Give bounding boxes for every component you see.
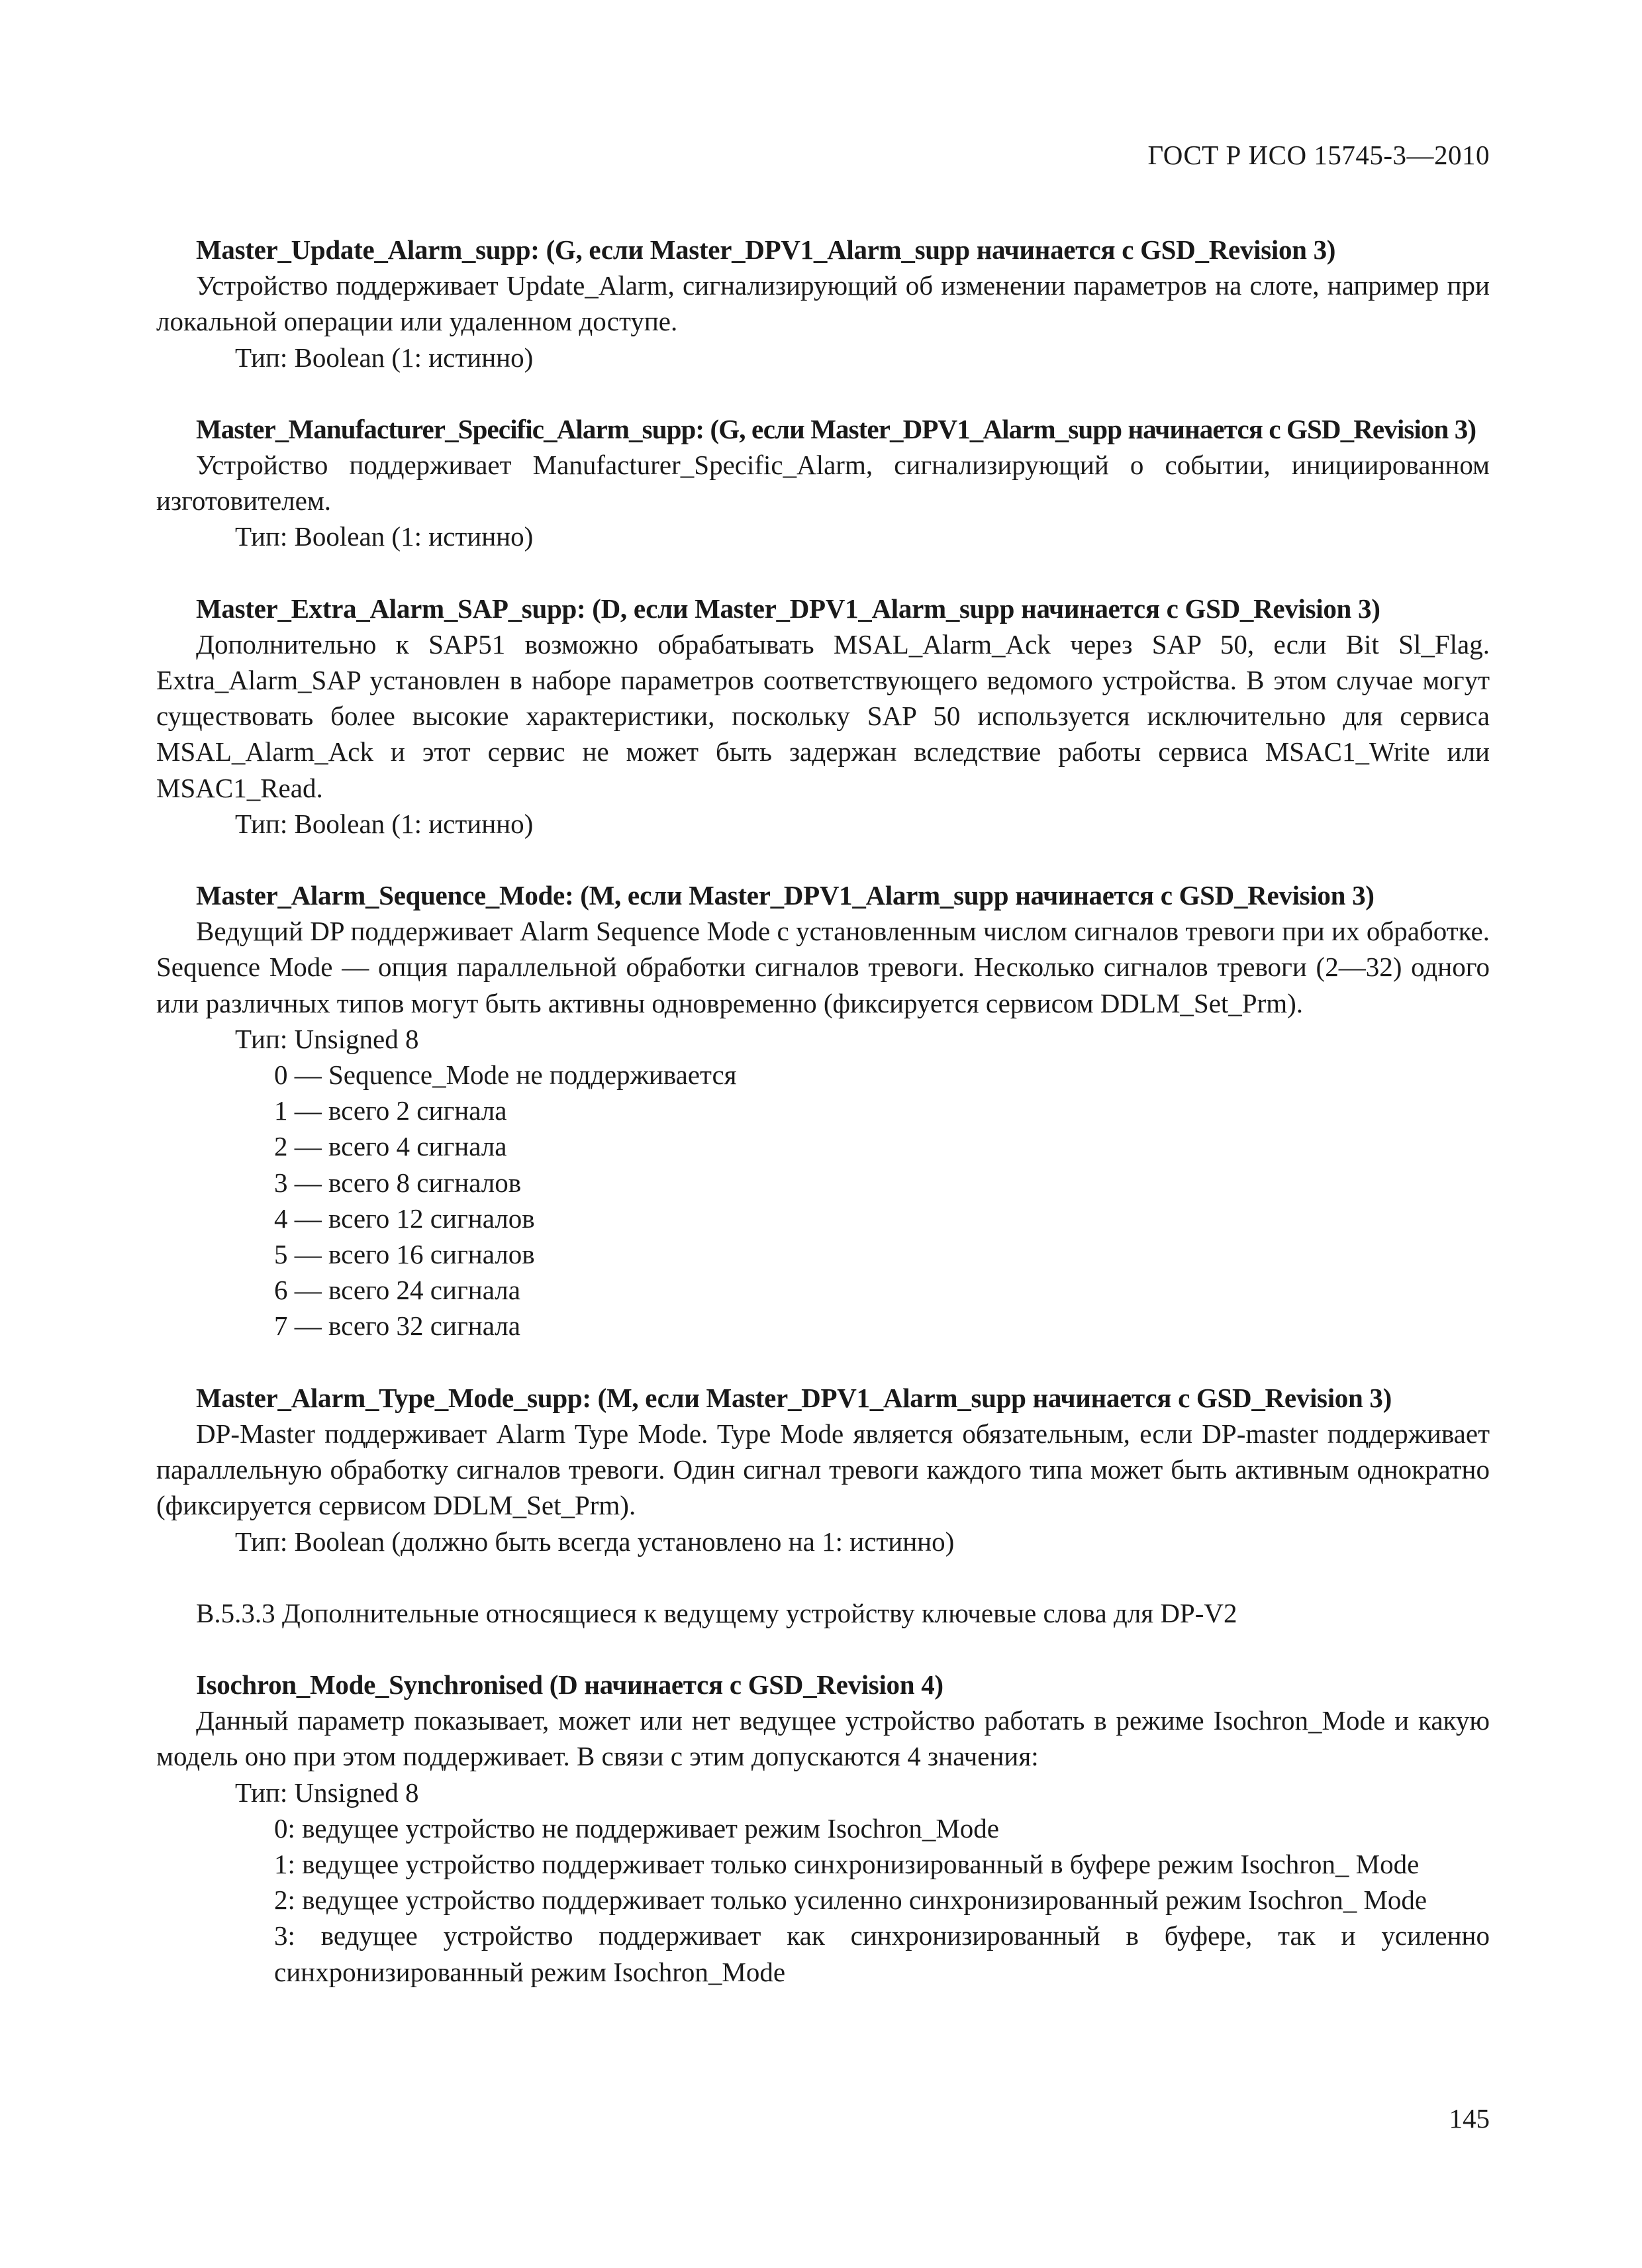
section-heading: Master_Manufacturer_Specific_Alarm_supp: (G, если Master_DPV1_Alarm_supp начинается с GSD_Revision 3) (196, 413, 1476, 444)
section-isochron-mode (156, 1667, 1490, 1990)
section-update-alarm (156, 232, 1490, 375)
section-alarm-type-mode (156, 1380, 1490, 1559)
type-line: Тип: Boolean (должно быть всегда установлено на 1: истинно) (235, 1526, 955, 1557)
section-alarm-sequence-mode (156, 877, 1490, 1344)
list-item: 4 — всего 12 сигналов (274, 1203, 535, 1234)
value-list (156, 1810, 1490, 1990)
list-item: 6 — всего 24 сигнала (274, 1275, 520, 1306)
type-line: Тип: Boolean (1: истинно) (235, 521, 534, 552)
list-item: 0: ведущее устройство не поддерживает режим Isochron_Mode (274, 1812, 999, 1844)
document-body (156, 232, 1490, 2026)
section-heading: Master_Update_Alarm_supp: (G, если Master_DPV1_Alarm_supp начинается с GSD_Revision 3) (196, 234, 1336, 265)
list-item: 0 — Sequence_Mode не поддерживается (274, 1060, 737, 1091)
type-line: Тип: Unsigned 8 (235, 1777, 419, 1808)
list-item: 3 — всего 8 сигналов (274, 1167, 522, 1198)
list-item: 1: ведущее устройство поддерживает только синхронизированный в буфере режим Isochron_ Mode (274, 1848, 1420, 1879)
section-text: Устройство поддерживает Update_Alarm, сигнализирующий об изменении параметров на слоте, например при локальной операции или удаленном доступе. (156, 270, 1490, 337)
type-line: Тип: Unsigned 8 (235, 1023, 419, 1054)
list-item: 3: ведущее устройство поддерживает как синхронизированный в буфере, так и усиленно синхронизированный режим Isochron_Mode (274, 1920, 1490, 1987)
list-item: 2 — всего 4 сигнала (274, 1131, 507, 1162)
section-heading: Master_Alarm_Sequence_Mode: (M, если Master_DPV1_Alarm_supp начинается с GSD_Revision 3) (196, 880, 1375, 911)
type-line: Тип: Boolean (1: истинно) (235, 808, 534, 839)
section-text: Данный параметр показывает, может или нет ведущее устройство работать в режиме Isochron_Mode и какую модель оно при этом поддерживает. В связи с этим допускаются 4 значения: (156, 1705, 1490, 1772)
list-item: 2: ведущее устройство поддерживает только усиленно синхронизированный режим Isochron_ Mode (274, 1885, 1427, 1916)
page-number: 145 (1449, 2103, 1490, 2134)
list-item: 7 — всего 32 сигнала (274, 1310, 520, 1342)
section-text: Дополнительно к SAP51 возможно обрабатывать MSAL_Alarm_Ack через SAP 50, если Bit Sl_Flag. Extra_Alarm_SAP установлен в наборе параметров соответствующего ведомого устройства. В этом случае могут существовать более высокие характеристики, поскольку SAP 50 используется исключительно для сервиса MSAL_Alarm_Ack и этот сервис не может быть задержан вследствие работы сервиса MSAC1_Write или MSAC1_Read. (156, 628, 1490, 803)
document-header: ГОСТ Р ИСО 15745-3—2010 (1147, 140, 1490, 170)
section-text: DP-Master поддерживает Alarm Type Mode. Type Mode является обязательным, если DP-master поддерживает параллельную обработку сигналов тревоги. Один сигнал тревоги каждого типа может быть активным однократно (фиксируется сервисом DDLM_Set_Prm). (156, 1418, 1490, 1521)
type-line: Тип: Boolean (1: истинно) (235, 342, 534, 373)
subsection-title: B.5.3.3 Дополнительные относящиеся к ведущему устройству ключевые слова для DP-V2 (196, 1597, 1237, 1628)
section-heading: Isochron_Mode_Synchronised (D начинается с GSD_Revision 4) (196, 1669, 943, 1700)
list-item: 1 — всего 2 сигнала (274, 1095, 507, 1126)
section-manufacturer-alarm (156, 411, 1490, 555)
list-item: 5 — всего 16 сигналов (274, 1239, 535, 1270)
section-text: Устройство поддерживает Manufacturer_Specific_Alarm, сигнализирующий о событии, инициированном изготовителем. (156, 450, 1490, 517)
section-heading: Master_Extra_Alarm_SAP_supp: (D, если Master_DPV1_Alarm_supp начинается с GSD_Revision 3) (196, 593, 1380, 624)
section-heading: Master_Alarm_Type_Mode_supp: (M, если Master_DPV1_Alarm_supp начинается с GSD_Revision 3) (196, 1382, 1392, 1413)
section-extra-alarm-sap (156, 591, 1490, 842)
value-list (156, 1057, 1490, 1344)
section-text: Ведущий DP поддерживает Alarm Sequence Mode с установленным числом сигналов тревоги при их обработке. Sequence Mode — опция параллельной обработки сигналов тревоги. Несколько сигналов тревоги (2—32) одного или различных типов могут быть активны одновременно (фиксируется сервисом DDLM_Set_Prm). (156, 916, 1490, 1018)
subsection (156, 1595, 1490, 1631)
